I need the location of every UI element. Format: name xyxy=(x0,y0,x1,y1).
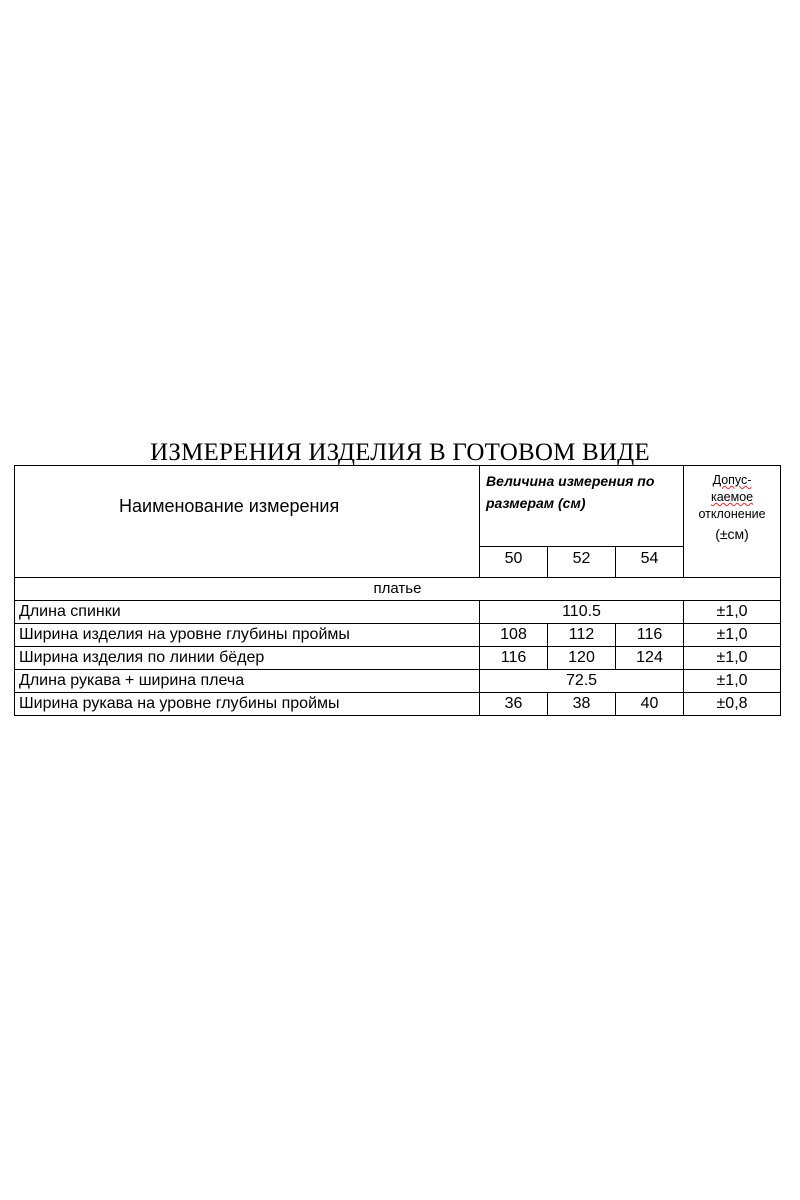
section-label: платье xyxy=(15,578,781,601)
measurement-value: 120 xyxy=(548,647,616,670)
tolerance-value: ±1,0 xyxy=(684,670,781,693)
measurement-value: 112 xyxy=(548,624,616,647)
measurement-name: Ширина изделия на уровне глубины проймы xyxy=(15,624,480,647)
table-row xyxy=(15,693,781,716)
sizes-header: Величина измерения по размерам (см) xyxy=(480,466,684,547)
measurement-name: Ширина рукава на уровне глубины проймы xyxy=(15,693,480,716)
tolerance-value: ±1,0 xyxy=(684,647,781,670)
page-title: ИЗМЕРЕНИЯ ИЗДЕЛИЯ В ГОТОВОМ ВИДЕ xyxy=(150,439,650,466)
measurement-name-header: Наименование измерения xyxy=(15,466,480,578)
measurement-name: Ширина изделия по линии бёдер xyxy=(15,647,480,670)
tolerance-header-line: (±см) xyxy=(715,526,749,542)
measurement-name: Длина спинки xyxy=(15,601,480,624)
table-row xyxy=(15,624,781,647)
tolerance-header-line: отклонение xyxy=(698,507,766,521)
size-54-header: 54 xyxy=(616,547,684,578)
measurement-value: 40 xyxy=(616,693,684,716)
tolerance-header-line: Допус- xyxy=(712,473,752,487)
table-row xyxy=(15,670,781,693)
measurement-value: 124 xyxy=(616,647,684,670)
tolerance-value: ±1,0 xyxy=(684,624,781,647)
tolerance-value: ±0,8 xyxy=(684,693,781,716)
table-header-row xyxy=(15,466,781,547)
measurement-value: 116 xyxy=(480,647,548,670)
table-row xyxy=(15,601,781,624)
size-52-header: 52 xyxy=(548,547,616,578)
measurement-value: 36 xyxy=(480,693,548,716)
table-row xyxy=(15,647,781,670)
measurement-value: 116 xyxy=(616,624,684,647)
tolerance-value: ±1,0 xyxy=(684,601,781,624)
tolerance-header xyxy=(684,466,781,578)
measurement-value: 110.5 xyxy=(480,601,684,624)
measurement-value: 72.5 xyxy=(480,670,684,693)
size-50-header: 50 xyxy=(480,547,548,578)
measurements-table xyxy=(14,465,781,716)
tolerance-header-line: каемое xyxy=(710,490,754,504)
section-row xyxy=(15,578,781,601)
measurement-value: 108 xyxy=(480,624,548,647)
measurement-name: Длина рукава + ширина плеча xyxy=(15,670,480,693)
measurement-value: 38 xyxy=(548,693,616,716)
